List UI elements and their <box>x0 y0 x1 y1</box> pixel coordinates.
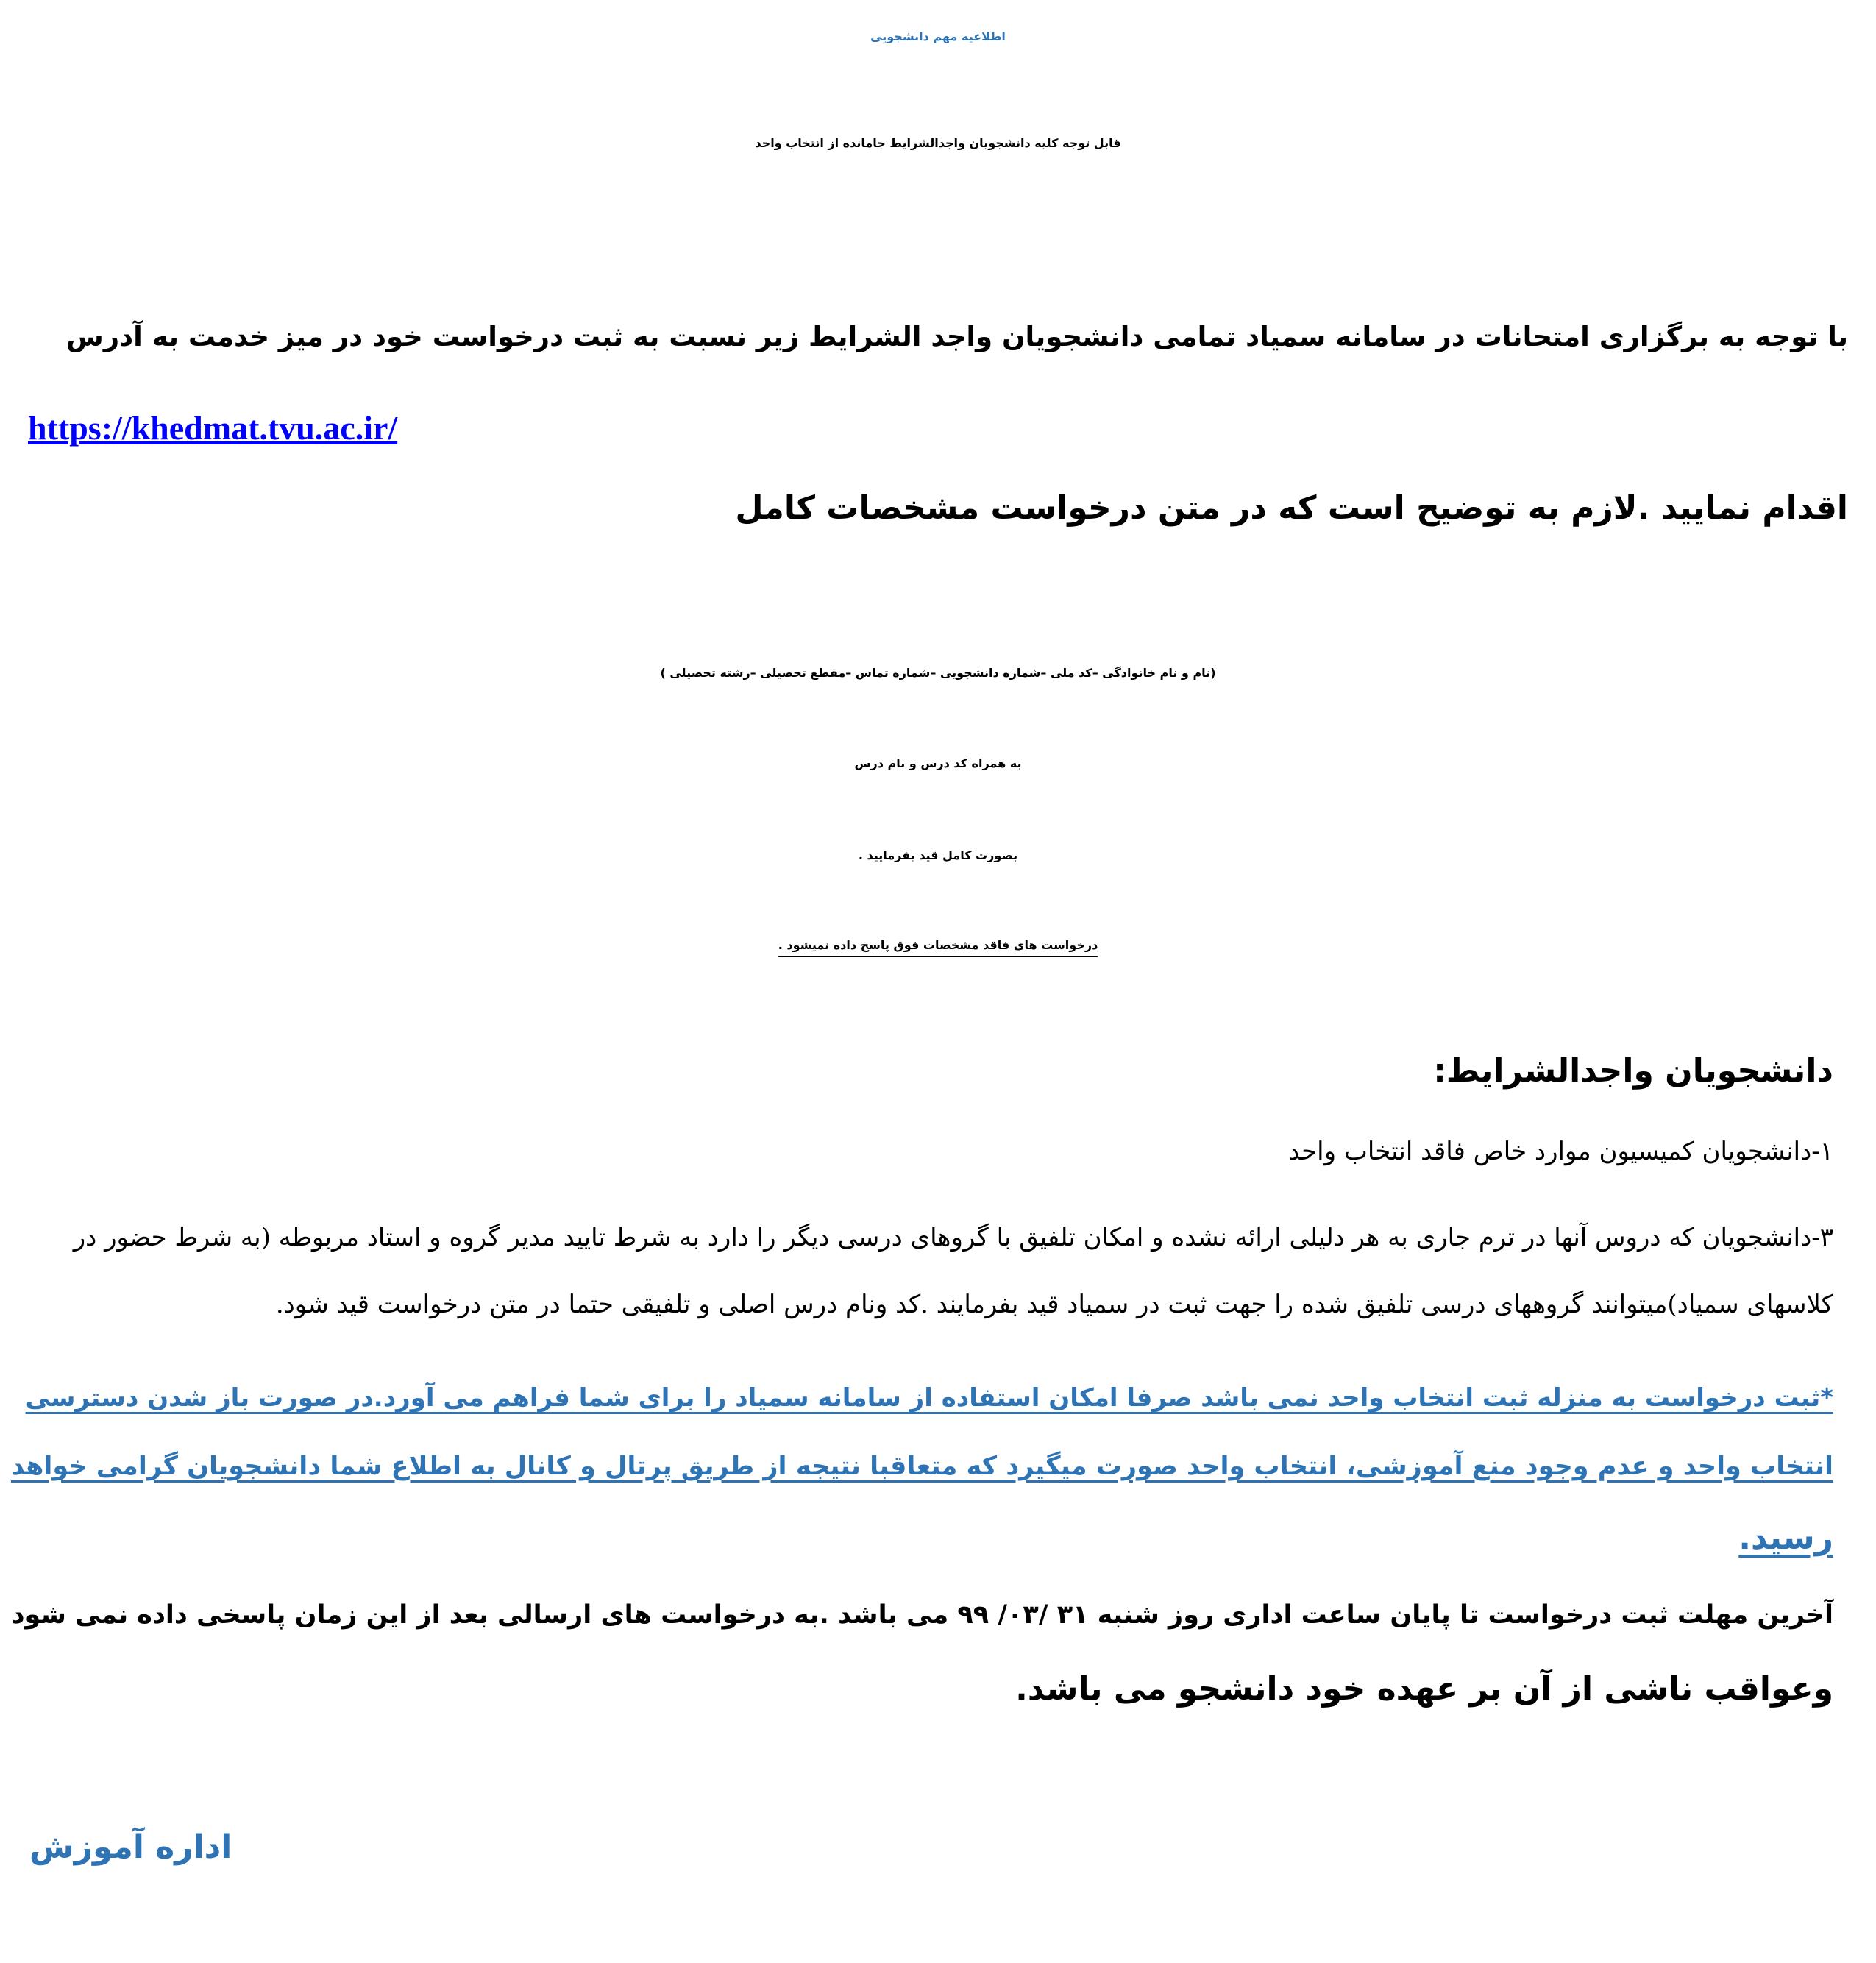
notice-subtitle: قابل توجه کلیه دانشجویان واجدالشرایط جامانده از انتخاب واحد <box>755 136 1121 150</box>
eligible-item-1: ۱-دانشجویان کمیسیون موارد خاص فاقد انتخاب واحد <box>1288 1137 1833 1166</box>
required-fields-line: (نام و نام خانوادگی –کد ملی –شماره دانشجویی –شماره تماس –مقطع تحصیلی –رشته تحصیلی ) <box>660 666 1216 680</box>
note-line-3: رسید. <box>1738 1519 1833 1557</box>
deadline-line-2: وعواقب ناشی از آن بر عهده خود دانشجو می باشد. <box>1015 1670 1833 1708</box>
note-line-2: انتخاب واحد و عدم وجود منع آموزشی، انتخاب واحد صورت میگیرد که متعاقبا نتیجه از طریق پرتال و کانال به اطلاع شما دانشجویان گرامی خواهد <box>10 1452 1833 1481</box>
deadline-line-1: آخرین مهلت ثبت درخواست تا پایان ساعت اداری روز شنبه ۳۱ /۰۳/ ۹۹ می باشد .به درخواست های ارسالی بعد از این زمان پاسخی داده نمی شود <box>11 1600 1833 1630</box>
khedmat-link[interactable]: https://khedmat.tvu.ac.ir/ <box>28 409 398 447</box>
note-line-1: *ثبت درخواست به منزله ثبت انتخاب واحد نمی باشد صرفا امکان استفاده از سامانه سمیاد را برای شما فراهم می آورد.در صورت باز شدن دسترسی <box>25 1383 1833 1413</box>
complete-info-line: بصورت کامل قید بفرمایید . <box>858 848 1018 862</box>
eligible-item-2-line-2: کلاسهای سمیاد)میتوانند گروههای درسی تلفیق شده را جهت ثبت در سمیاد قید بفرمایند .کد ونام درس اصلی و تلفیقی حتما در متن درخواست قید شود. <box>275 1290 1833 1319</box>
signature: اداره آموزش <box>29 1828 232 1866</box>
warning-line <box>0 938 1876 952</box>
eligible-heading: دانشجویان واجدالشرایط: <box>1433 1052 1833 1090</box>
notice-title: اطلاعیه مهم دانشجویی <box>870 29 1006 43</box>
course-info-line: به همراه کد درس و نام درس <box>854 756 1022 770</box>
eligible-item-2-line-1: ۳-دانشجویان که دروس آنها در ترم جاری به هر دلیلی ارائه نشده و امکان تلفیق با گروهای درسی دیگر را دارد به شرط تایید مدیر گروه و استاد مربوطه (به شرط حضور در <box>73 1223 1833 1252</box>
warning-text: درخواست های فاقد مشخصات فوق پاسخ داده نمیشود . <box>778 938 1098 952</box>
intro-paragraph-line-2: اقدام نمایید .لازم به توضیح است که در متن درخواست مشخصات کامل <box>735 489 1848 527</box>
intro-paragraph-line-1: با توجه به برگزاری امتحانات در سامانه سمیاد تمامی دانشجویان واجد الشرایط زیر نسبت به ثبت درخواست خود در میز خدمت به آدرس <box>65 321 1848 352</box>
